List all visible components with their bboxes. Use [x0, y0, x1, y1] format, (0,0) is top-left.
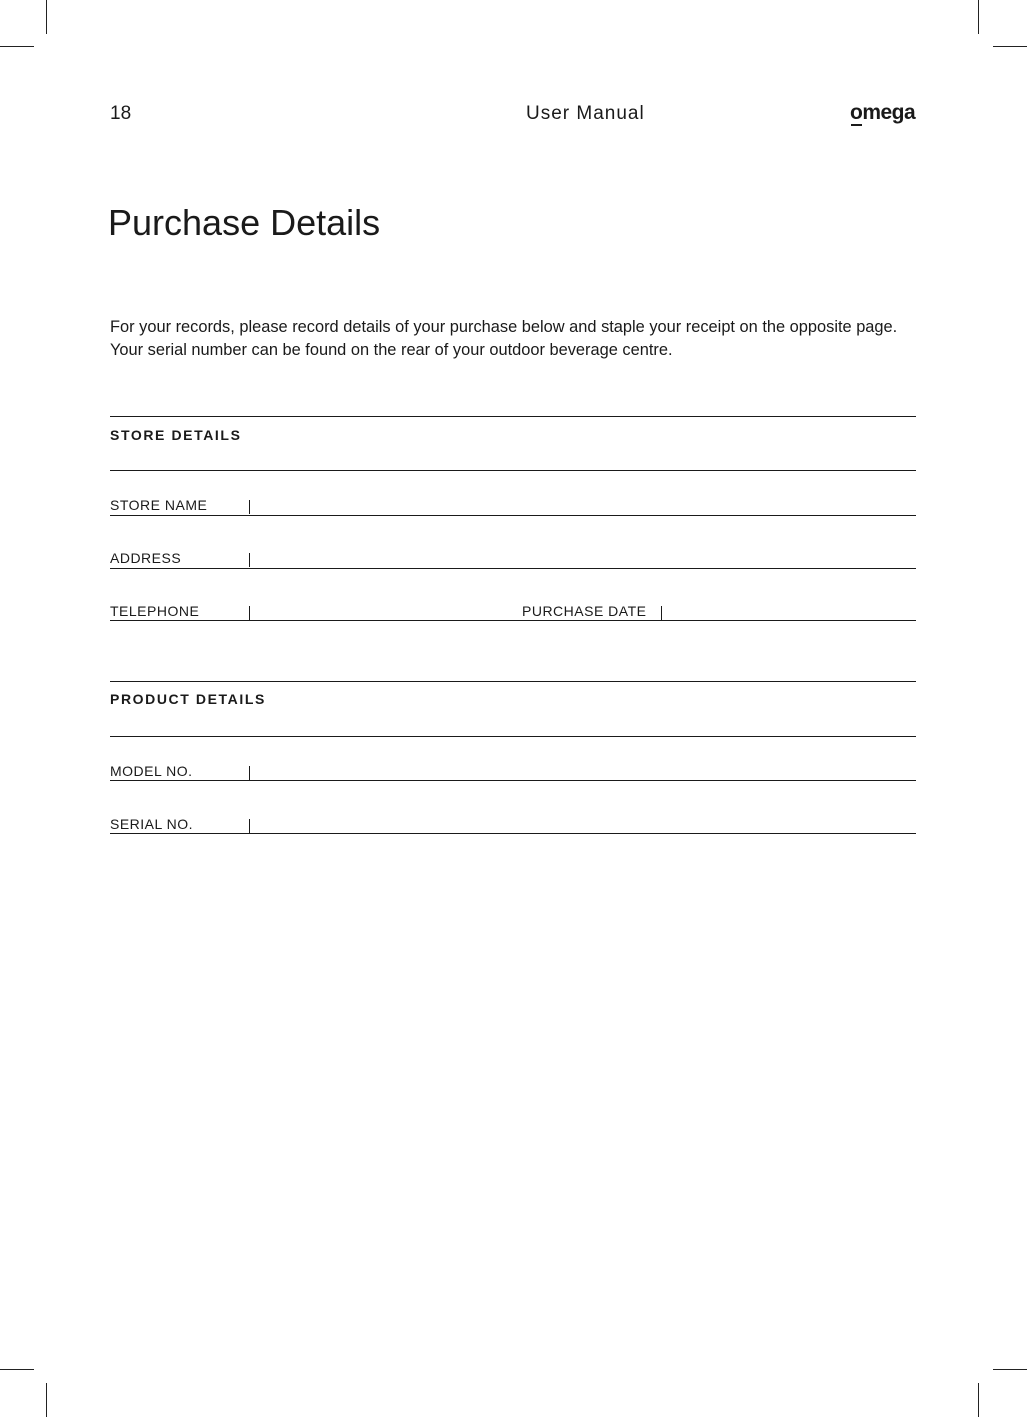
- crop-mark: [0, 1369, 34, 1370]
- field-marker: [249, 606, 250, 620]
- telephone-purchase-date-field[interactable]: [110, 620, 916, 621]
- section-rule: [110, 470, 916, 471]
- crop-mark: [46, 0, 47, 34]
- section-rule: [110, 681, 916, 682]
- address-label: ADDRESS: [110, 550, 182, 566]
- store-name-label: STORE NAME: [110, 497, 208, 513]
- store-name-field[interactable]: [110, 515, 916, 516]
- field-marker: [249, 766, 250, 780]
- address-field[interactable]: [110, 568, 916, 569]
- brand-logo: omega: [850, 101, 916, 124]
- crop-mark: [993, 46, 1027, 47]
- product-details-heading: PRODUCT DETAILS: [110, 691, 266, 707]
- page-title: Purchase Details: [108, 202, 381, 243]
- field-marker: [661, 606, 662, 620]
- brand-logo-underline: [851, 124, 862, 126]
- field-marker: [249, 819, 250, 833]
- telephone-label: TELEPHONE: [110, 603, 200, 619]
- store-details-heading: STORE DETAILS: [110, 427, 242, 443]
- model-no-field[interactable]: [110, 780, 916, 781]
- field-marker: [249, 500, 250, 514]
- field-marker: [249, 553, 250, 567]
- serial-no-field[interactable]: [110, 833, 916, 834]
- crop-mark: [978, 0, 979, 34]
- section-rule: [110, 736, 916, 737]
- serial-no-label: SERIAL NO.: [110, 816, 194, 832]
- crop-mark: [0, 46, 34, 47]
- manual-title: User Manual: [526, 103, 645, 124]
- page-number: 18: [110, 103, 132, 124]
- purchase-date-label: PURCHASE DATE: [522, 603, 647, 619]
- model-no-label: MODEL NO.: [110, 763, 193, 779]
- crop-mark: [978, 1383, 979, 1417]
- crop-mark: [46, 1383, 47, 1417]
- section-rule: [110, 416, 916, 417]
- crop-mark: [993, 1369, 1027, 1370]
- intro-paragraph: For your records, please record details of your purchase below and staple your receipt on the opposite page. Your serial number can be found on the rear of your outdoor beverage centre.: [110, 318, 898, 359]
